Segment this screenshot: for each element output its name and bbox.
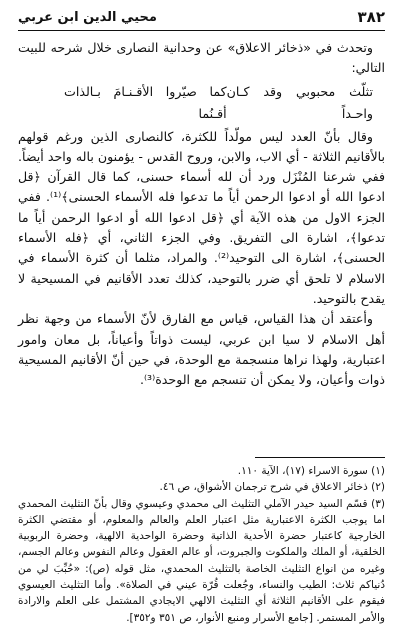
verse-hemistich-right: تثلّث محبوبي وقد كـان واحـداً <box>226 83 373 121</box>
paragraph-2: وأعتقد أن هذا القياس، قياس مع الفارق لأنّ الأسماء من وجهة نظر أهل الاسلام لا سيا ابن عربي، ليست ذواتاً وأعياناً، بل معان وامور اعتبارية، ولهذا نراها منسجمة مع الوحدة، في حين أنّ الأقانيم المسيحية ذوات وأعيان، ولا يمكن أن تنسجم مع الوحدة⁽³⁾. <box>18 311 385 388</box>
paragraph-1: وقال بأنّ العدد ليس مولّداً للكثرة، كالنصارى الذين ورغم قولهم بالأقانيم الثلاثة - أي الاب، والابن، وروح القدس - يؤمنون باله واحد أيضاً. ففي شرعنا المُنْزَل ورد أن لله أسماء حسنى، كما قال القرآن ﴿قل ادعوا الله أو ادعوا الرحمن أياً ما تدعوا فله الأسماء الحسنى﴾⁽¹⁾. ففي الجزء الاول من هذه الآية أي ﴿قل ادعوا الله أو ادعوا الرحمن أياً ما تدعوا﴾، اشارة الى التفريق. وفي الجزء الثاني، أي ﴿فله الأسماء الحسنى﴾، اشارة الى التوحيد⁽²⁾. والمراد، مثلما أن كثرة الأسماء في الاسلام لا تلحق أي ضرر بالتوحيد، كذلك تعدد الأقانيم في المسيحية لا يقدح بالتوحيد. <box>18 128 385 306</box>
poem-verse <box>18 79 385 127</box>
running-title: محيي الدين ابن عربي <box>18 9 157 25</box>
page-number: ٣٨٢ <box>357 8 385 26</box>
footnote-2: (٢) ذخائر الاعلاق في شرح ترجمان الأشواق، ص ٤٦. <box>159 481 385 494</box>
main-text <box>18 38 385 390</box>
verse-hemistich-left: كما صيّروا الأقـنـامَ بـالذات أقـنُما <box>64 83 227 121</box>
footnote-1: (١) سورة الاسراء (١٧)، الآية ١١٠. <box>237 465 385 477</box>
footnotes <box>18 463 385 626</box>
footnote-3: (٣) قسّم السيد حيدر الآملي التثليث الى محمدي وعيسوي وقال بأنّ التثليث المحمدي اما يوجب الكثرة الاعتبارية مثل اعتبار العلم والعالم والمعلوم، أو مقتضي الكثرة الخارجية كاعتبار حضرة الأحدية الذاتية وحضرة الواحدية الالهية، وحضرة الربوبية الخلقية، أو الملك والملكوت والجبروت، أو عالم العقول وعالم النفوس وعالم الجسم، وغيره من انواع التثليث الخاصة بالتثليث المحمدي، مثل قوله (ص): «حُبِّبَ لي من دُنياكم ثلاث: الطيب والنساء، وجُعلت قُرّة عيني في الصلاة». وأما التثليث العيسوي فيقوم على الأقانيم الثلاثة أي التثليث الالهي الايجادي المشتمل على العلم والارادة والأمر المستمر. [جامع الأسرار ومنبع الأنوار، ص ٣٥١ و٣٥٢]. <box>18 497 385 624</box>
intro-line-2: التالي: <box>351 60 385 76</box>
footnote-divider <box>255 457 385 458</box>
page-header <box>18 6 385 31</box>
intro-line-1: وتحدث في «ذخائر الاعلاق» عن وحدانية النصارى خلال شرحه للبيت <box>18 40 373 55</box>
intro-paragraph <box>18 38 385 79</box>
